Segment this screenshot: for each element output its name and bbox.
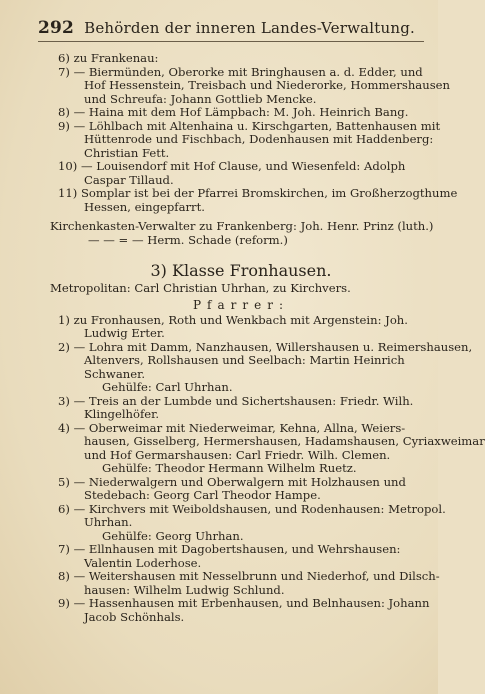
text-line: Christian Fett. <box>84 145 170 160</box>
text-line: 8) — Haina mit dem Hof Lämpbach: M. Joh. Heinrich Bang. <box>58 105 409 119</box>
text-line: 11) Somplar ist bei der Pfarrei Bromskirchen, im Großherzogthume <box>58 186 458 200</box>
text-line: 6) — Kirchvers mit Weiboldshausen, und Rodenhausen: Metropol. <box>58 501 446 516</box>
text-line: Klingelhöfer. <box>84 407 160 421</box>
kirchenkasten-line-1: Kirchenkasten-Verwalter zu Frankenberg: Joh. Henr. Prinz (luth.) <box>50 219 434 233</box>
text-line: Hüttenrode und Fischbach, Dodenhausen mit Haddenberg: <box>84 132 434 146</box>
text-line: 5) — Niederwalgern und Oberwalgern mit Holzhausen und <box>58 474 406 489</box>
text-line: Ludwig Erter. <box>84 326 165 340</box>
text-line: 1) zu Fronhausen, Roth und Wenkbach mit Argenstein: Joh. <box>58 312 408 327</box>
text-line: hausen: Wilhelm Ludwig Schlund. <box>84 582 285 597</box>
running-title: Behörden der inneren Landes-Verwaltung. <box>84 19 415 37</box>
text-line: Gehülfe: Georg Uhrhan. <box>102 528 244 543</box>
text-line: 7) — Biermünden, Oberorke mit Bringhausen a. d. Edder, und <box>58 64 423 79</box>
text-line: 3) — Treis an der Lumbde und Sichertshausen: Friedr. Wilh. <box>58 393 414 408</box>
page-number: 292 <box>38 18 75 38</box>
text-line: Gehülfe: Theodor Hermann Wilhelm Ruetz. <box>102 461 357 475</box>
text-line: Valentin Loderhose. <box>84 555 202 570</box>
text-line: Schwaner. <box>84 366 146 381</box>
running-header <box>38 18 424 42</box>
text-line: 7) — Ellnhausen mit Dagobertshausen, und Wehrshausen: <box>58 542 401 556</box>
text-line: Hof Hessenstein, Treisbach und Niederorke, Hommershausen <box>84 78 450 92</box>
metropolitan-line: Metropolitan: Carl Christian Uhrhan, zu Kirchvers. <box>50 281 351 295</box>
text-line: 9) — Löhlbach mit Altenhaina u. Kirschgarten, Battenhausen mit <box>58 118 441 133</box>
text-line: 4) — Oberweimar mit Niederweimar, Kehna, Allna, Weiers- <box>58 420 406 435</box>
text-line: Uhrhan. <box>84 515 133 529</box>
text-line: 8) — Weitershausen mit Nesselbrunn und Niederhof, und Dilsch- <box>58 569 440 583</box>
text-line: Gehülfe: Carl Uhrhan. <box>102 380 233 394</box>
text-line: Stedebach: Georg Carl Theodor Hampe. <box>84 488 321 502</box>
text-line: 6) zu Frankenau: <box>58 51 159 65</box>
kirchenkasten-line-2: — — = — Herm. Schade (reform.) <box>88 232 288 247</box>
class-title: 3) Klasse Fronhausen. <box>150 261 332 280</box>
text-line: Jacob Schönhals. <box>84 609 185 624</box>
parish-list-frankenberg <box>58 51 458 214</box>
pfarrer-heading: Pfarrer: <box>192 297 290 312</box>
parish-list-fronhausen <box>58 312 485 625</box>
text-line: 2) — Lohra mit Damm, Nanzhausen, Willershausen u. Reimershausen, <box>58 339 473 354</box>
text-line: 9) — Hassenhausen mit Erbenhausen, und Belnhausen: Johann <box>58 596 430 610</box>
text-line: 10) — Louisendorf mit Hof Clause, und Wiesenfeld: Adolph <box>58 159 406 173</box>
text-line: und Schreufa: Johann Gottlieb Mencke. <box>84 91 317 106</box>
text-line: Hessen, eingepfarrt. <box>84 199 205 214</box>
text-line: hausen, Gisselberg, Hermershausen, Hadamshausen, Cyriaxweimar <box>84 434 485 448</box>
text-line: und Hof Germarshausen: Carl Friedr. Wilh. Clemen. <box>84 447 391 462</box>
text-line: Caspar Tillaud. <box>84 172 174 187</box>
text-line: Altenvers, Rollshausen und Seelbach: Martin Heinrich <box>84 353 405 367</box>
